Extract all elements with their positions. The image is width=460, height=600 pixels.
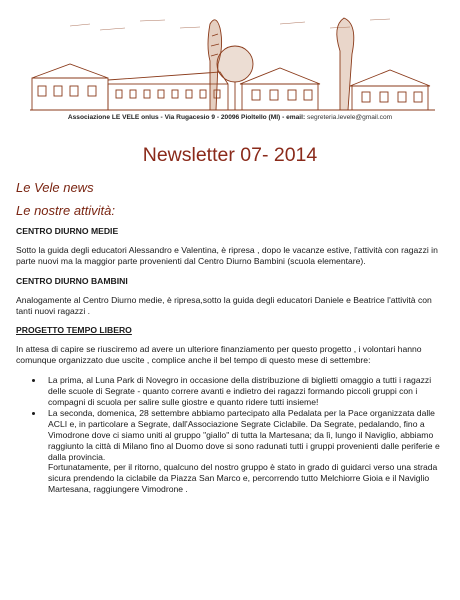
activities-heading: Le nostre attività: <box>16 203 115 218</box>
header-farmhouse-illustration <box>30 6 435 112</box>
list-item-followup: Fortunatamente, per il ritorno, qualcuno del nostro gruppo è stato in grado di guidarci verso una strada sicura prendendo la ciclabile da Piazza San Marco e, percorrendo tutto Melchiorre Gioia e il Naviglio Martesana, raggiungere Vimodrone . <box>48 462 438 495</box>
list-item <box>44 408 446 495</box>
section-body-medie: Sotto la guida degli educatori Alessandro e Valentina, è ripresa , dopo le vacanze estive, l'attività con ragazzi in parte nuovi ma la maggior parte provenienti dal Centro Diurno Bambini (scuola elementare). <box>16 244 438 266</box>
section-heading-bambini: CENTRO DIURNO BAMBINI <box>16 275 128 286</box>
association-contact-line <box>0 114 460 121</box>
list-item-text: • La prima, al Luna Park di Novegro in occasione della distribuzione di biglietti omaggio a tutti i ragazzi delle scuole di Segrate - quanto correre avanti e indietro dei ragazzi formando piccoli gruppi con i compagni di scuola per salire sulle giostre e quanto ridere tutti insieme! <box>48 375 432 407</box>
outings-list <box>16 375 446 495</box>
association-address: Associazione LE VELE onlus - Via Rugacesio 9 - 20096 Pioltello (MI) - email: <box>67 114 306 121</box>
newsletter-body <box>16 180 446 495</box>
association-email[interactable]: segreteria.levele@gmail.com <box>307 114 393 121</box>
newsletter-title: Newsletter 07- 2014 <box>142 144 318 166</box>
section-heading-medie: CENTRO DIURNO MEDIE <box>16 226 119 236</box>
list-item-text: • La seconda, domenica, 28 settembre abbiamo partecipato alla Pedalata per la Pace organizzata dalle ACLI e, in particolare a Segrate, dall'Associazione Segrate Ciclabile. Da Segrate, pedalando, fino a Vimodrone dove ci siamo uniti al gruppo "giallo" di tutta la Martesana; da lì, lungo il Naviglio, abbiamo raggiunto la città di Milano fino al Duomo dove si sono radunati tutti i gruppi provenienti dalle periferie e dalla provincia. <box>48 407 440 462</box>
section-heading-tempo-libero-text: PROGETTO TEMPO LIBERO <box>16 325 132 336</box>
news-heading: Le Vele news <box>16 180 94 195</box>
list-item <box>44 375 446 408</box>
section-heading-tempo-libero <box>16 325 446 336</box>
section-body-bambini: Analogamente al Centro Diurno medie, è ripresa,sotto la guida degli educatori Daniele e Beatrice l'attività con tanti nuovi ragazzi . <box>16 294 432 316</box>
section-body-tempo-libero: In attesa di capire se riusciremo ad avere un ulteriore finanziamento per questo progetto , i volontari hanno comunque organizzato due uscite , complice anche il bel tempo di questo mese di settembre: <box>16 344 422 366</box>
